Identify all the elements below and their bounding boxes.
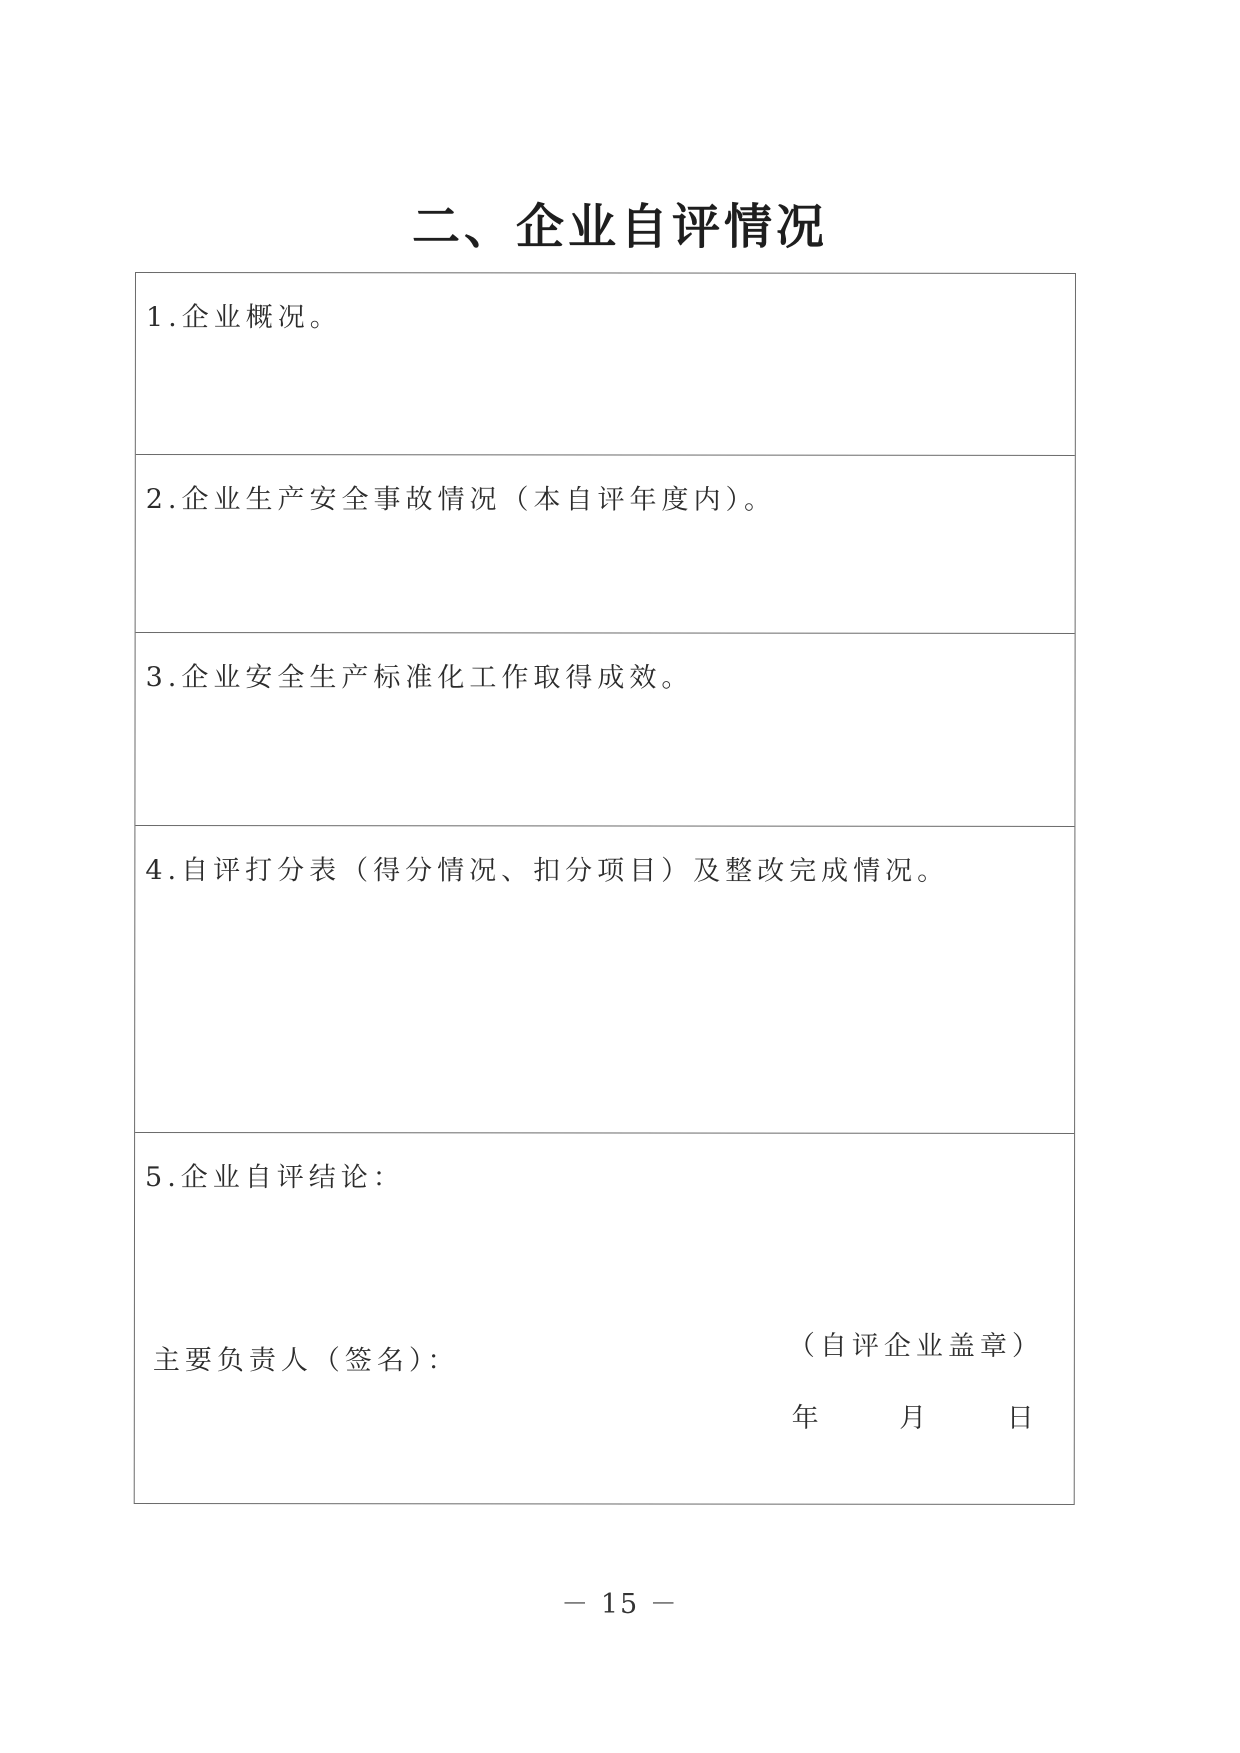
date-line bbox=[792, 1396, 1034, 1435]
seal-label: （自评企业盖章） bbox=[787, 1330, 1044, 1362]
page-title: 二、企业自评情况 bbox=[411, 199, 828, 255]
section-scoring-rectification[interactable] bbox=[135, 826, 1074, 1134]
section-heading: 4.自评打分表（得分情况、扣分项目）及整改完成情况。 bbox=[145, 855, 950, 887]
section-accident-record[interactable] bbox=[136, 455, 1075, 634]
section-heading: 1.企业概况。 bbox=[145, 302, 342, 334]
section-company-overview[interactable] bbox=[136, 273, 1075, 456]
signature-label: 主要负责人（签名）： bbox=[152, 1345, 460, 1377]
date-year-label: 年 bbox=[791, 1402, 819, 1434]
date-month-label: 月 bbox=[899, 1402, 927, 1434]
date-day-label: 日 bbox=[1006, 1402, 1034, 1434]
section-heading: 3.企业安全生产标准化工作取得成效。 bbox=[145, 662, 694, 694]
section-heading: 5.企业自评结论： bbox=[145, 1162, 405, 1194]
section-conclusion[interactable] bbox=[135, 1133, 1074, 1504]
section-heading: 2.企业生产安全事故情况（本自评年度内）。 bbox=[145, 484, 777, 516]
page-number: － 15 － bbox=[561, 1589, 679, 1620]
self-evaluation-form bbox=[134, 272, 1076, 1505]
section-standardization-results[interactable] bbox=[135, 633, 1074, 827]
